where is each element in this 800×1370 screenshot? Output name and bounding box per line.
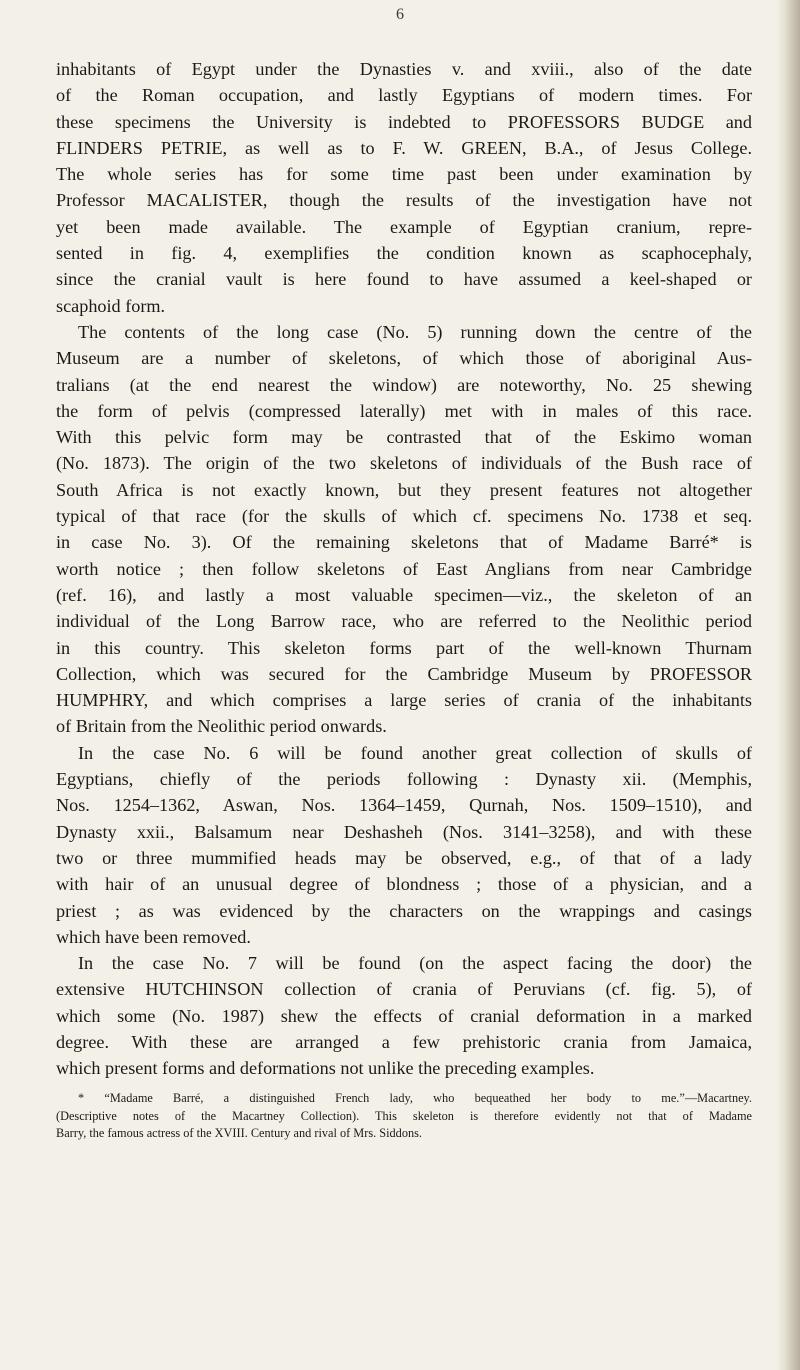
text-line: with hair of an unusual degree of blondness ; those of a physician, and a (56, 874, 752, 895)
footnote-line: (Descriptive notes of the Macartney Collection). This skeleton is therefore evidently not that of Madame (56, 1108, 752, 1123)
text-line: sented in fig. 4, exemplifies the condition known as scaphocephaly, (56, 243, 752, 264)
text-line: In the case No. 7 will be found (on the aspect facing the door) the (78, 953, 752, 974)
text-line: since the cranial vault is here found to have assumed a keel-shaped or (56, 269, 752, 290)
text-line: of the Roman occupation, and lastly Egyptians of modern times. For (56, 85, 752, 106)
text-line: which have been removed. (56, 926, 251, 947)
text-line: two or three mummified heads may be observed, e.g., of that of a lady (56, 847, 752, 868)
text-line: in this country. This skeleton forms part of the well-known Thurnam (56, 637, 752, 658)
page-edge-shadow (778, 0, 800, 1370)
text-line: which present forms and deformations not unlike the preceding examples. (56, 1058, 595, 1079)
text-line: worth notice ; then follow skeletons of East Anglians from near Cambridge (56, 558, 752, 579)
text-line: FLINDERS PETRIE, as well as to F. W. GREEN, B.A., of Jesus College. (56, 137, 752, 158)
text-line: yet been made available. The example of Egyptian cranium, repre- (56, 216, 752, 237)
text-line: Egyptians, chiefly of the periods following : Dynasty xii. (Memphis, (56, 769, 752, 790)
text-line: The contents of the long case (No. 5) running down the centre of the (78, 321, 752, 342)
text-line: individual of the Long Barrow race, who are referred to the Neolithic period (56, 611, 752, 632)
text-line: HUMPHRY, and which comprises a large series of crania of the inhabitants (56, 690, 752, 711)
footnote-line: Barry, the famous actress of the XVIII. Century and rival of Mrs. Siddons. (56, 1126, 422, 1140)
text-line: degree. With these are arranged a few prehistoric crania from Jamaica, (56, 1031, 752, 1052)
text-line: The whole series has for some time past been under examination by (56, 164, 752, 185)
text-line: inhabitants of Egypt under the Dynasties v. and xviii., also of the date (56, 59, 752, 79)
text-line: Museum are a number of skeletons, of which those of aboriginal Aus- (56, 348, 752, 369)
text-line: scaphoid form. (56, 295, 166, 316)
footnotes (56, 1090, 752, 1143)
text-line: tralians (at the end nearest the window) are noteworthy, No. 25 shewing (56, 374, 752, 395)
text-line: typical of that race (for the skulls of which cf. specimens No. 1738 et seq. (56, 506, 752, 527)
text-line: (No. 1873). The origin of the two skeletons of individuals of the Bush race of (56, 453, 752, 474)
text-line: the form of pelvis (compressed laterally) met with in males of this race. (56, 400, 752, 421)
page-number: 6 (396, 6, 404, 23)
text-line: in case No. 3). Of the remaining skeletons that of Madame Barré* is (56, 532, 752, 553)
text-line: With this pelvic form may be contrasted that of the Eskimo woman (56, 427, 752, 448)
text-line: of Britain from the Neolithic period onwards. (56, 716, 387, 737)
text-line: Nos. 1254–1362, Aswan, Nos. 1364–1459, Qurnah, Nos. 1509–1510), and (56, 795, 752, 816)
text-line: South Africa is not exactly known, but they present features not altogether (56, 479, 752, 500)
text-line: Dynasty xxii., Balsamum near Deshasheh (Nos. 3141–3258), and with these (56, 821, 752, 842)
text-line: these specimens the University is indebted to PROFESSORS BUDGE and (56, 111, 752, 132)
text-line: extensive HUTCHINSON collection of crania of Peruvians (cf. fig. 5), of (56, 979, 752, 1000)
text-line: priest ; as was evidenced by the characters on the wrappings and casings (56, 900, 752, 921)
footnote-line: * “Madame Barré, a distinguished French lady, who bequeathed her body to me.”—Macartney. (78, 1091, 752, 1105)
text-line: Professor MACALISTER, though the results of the investigation have not (56, 190, 752, 211)
text-line: Collection, which was secured for the Cambridge Museum by PROFESSOR (56, 663, 752, 684)
text-line: In the case No. 6 will be found another great collection of skulls of (78, 742, 752, 763)
body-text (56, 56, 752, 1082)
text-line: (ref. 16), and lastly a most valuable specimen—viz., the skeleton of an (56, 584, 752, 605)
text-line: which some (No. 1987) shew the effects of cranial deformation in a marked (56, 1005, 752, 1026)
